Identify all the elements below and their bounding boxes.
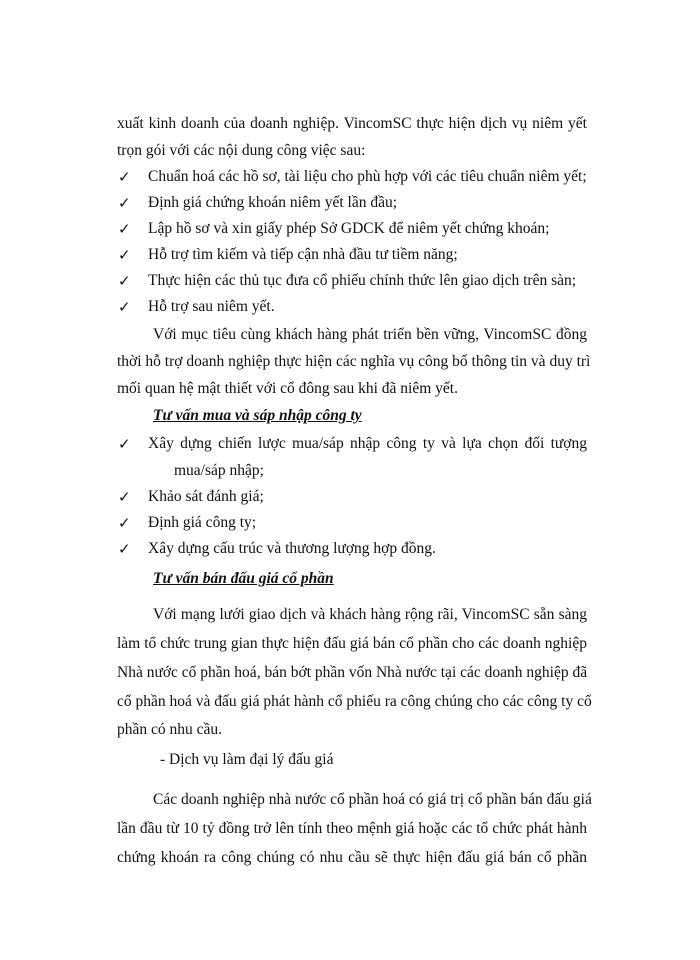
list-item-continuation: mua/sáp nhập; <box>174 462 264 479</box>
list-item: Chuẩn hoá các hồ sơ, tài liệu cho phù hợp với các tiêu chuẩn niêm yết; <box>148 168 587 185</box>
list-item: Xây dựng chiến lược mua/sáp nhập công ty và lựa chọn đối tượng <box>148 435 587 452</box>
checkmark-icon: ✓ <box>118 272 131 290</box>
list-item: Hỗ trợ tìm kiếm và tiếp cận nhà đầu tư tiềm năng; <box>148 246 458 263</box>
list-item: Hỗ trợ sau niêm yết. <box>148 298 275 315</box>
paragraph-line: Các doanh nghiệp nhà nước cổ phần hoá có giá trị cổ phần bán đấu giá <box>153 791 592 808</box>
checkmark-icon: ✓ <box>118 246 131 264</box>
list-item: Định giá chứng khoán niêm yết lần đầu; <box>148 194 398 211</box>
paragraph-line: trọn gói với các nội dung công việc sau: <box>117 142 366 159</box>
checkmark-icon: ✓ <box>118 488 131 506</box>
paragraph-line: lần đầu từ 10 tỷ đồng trở lên tính theo mệnh giá hoặc các tổ chức phát hành <box>117 820 587 837</box>
list-item: Xây dựng cấu trúc và thương lượng hợp đồng. <box>148 540 436 557</box>
checkmark-icon: ✓ <box>118 435 131 453</box>
list-item: Lập hồ sơ và xin giấy phép Sở GDCK để niêm yết chứng khoán; <box>148 220 550 237</box>
section-heading: Tư vấn mua và sáp nhập công ty <box>153 407 362 424</box>
dash-list-item: - Dịch vụ làm đại lý đấu giá <box>160 751 334 768</box>
checkmark-icon: ✓ <box>118 540 131 558</box>
checkmark-icon: ✓ <box>118 298 131 316</box>
paragraph-line: cổ phần hoá và đấu giá phát hành cổ phiếu ra công chúng cho các công ty cổ <box>117 693 592 710</box>
paragraph-line: thời hỗ trợ doanh nghiệp thực hiện các nghĩa vụ công bố thông tin và duy trì <box>117 353 591 370</box>
list-item: Định giá công ty; <box>148 514 257 531</box>
checkmark-icon: ✓ <box>118 220 131 238</box>
paragraph-line: phần có nhu cầu. <box>117 721 223 738</box>
paragraph-line: làm tổ chức trung gian thực hiện đấu giá bán cổ phần cho các doanh nghiệp <box>117 635 587 652</box>
paragraph-line: chứng khoán ra công chúng có nhu cầu sẽ thực hiện đấu giá bán cổ phần <box>117 849 587 866</box>
list-item: Thực hiện các thủ tục đưa cổ phiếu chính thức lên giao dịch trên sàn; <box>148 272 577 289</box>
checkmark-icon: ✓ <box>118 168 131 186</box>
checkmark-icon: ✓ <box>118 194 131 212</box>
checkmark-icon: ✓ <box>118 514 131 532</box>
section-heading: Tư vấn bán đấu giá cổ phần <box>153 570 334 587</box>
paragraph-line: mối quan hệ mật thiết với cổ đông sau khi đã niêm yết. <box>117 380 458 397</box>
paragraph-line: Với mạng lưới giao dịch và khách hàng rộng rãi, VincomSC sẵn sàng <box>153 606 587 623</box>
paragraph-line: Nhà nước cổ phần hoá, bán bớt phần vốn Nhà nước tại các doanh nghiệp đã <box>117 664 588 681</box>
paragraph-line: xuất kinh doanh của doanh nghiệp. VincomSC thực hiện dịch vụ niêm yết <box>117 115 587 132</box>
paragraph-line: Với mục tiêu cùng khách hàng phát triển bền vững, VincomSC đồng <box>153 326 587 343</box>
list-item: Khảo sát đánh giá; <box>148 488 264 505</box>
